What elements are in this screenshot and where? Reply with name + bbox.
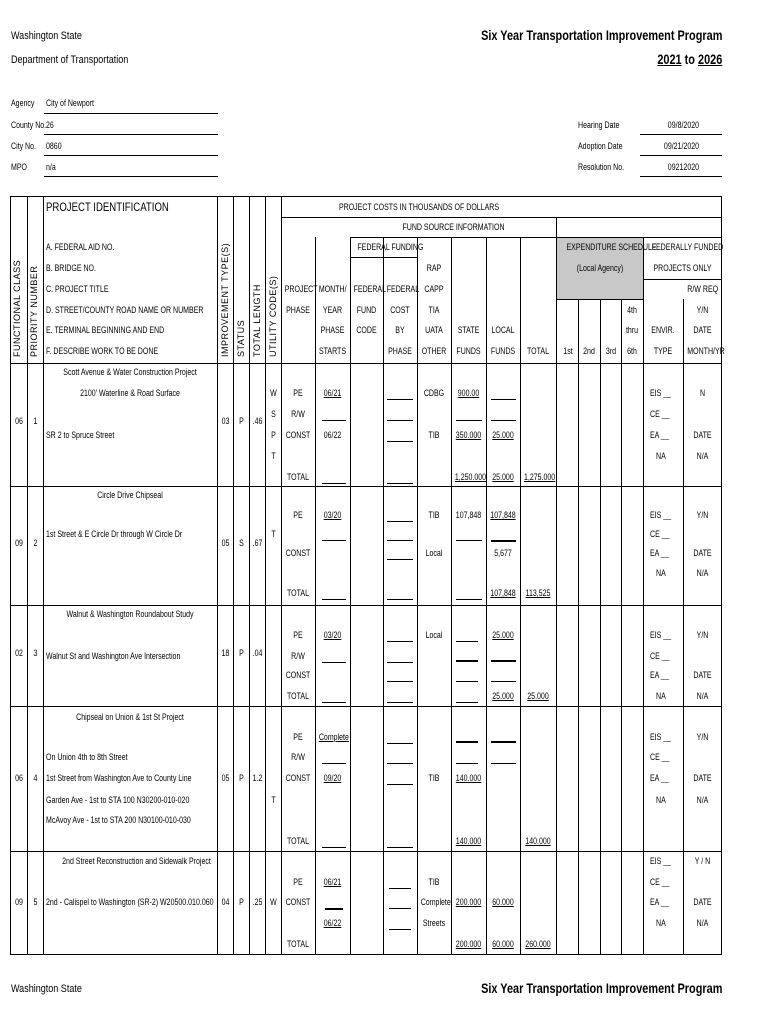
p2-local-3: 5,677 — [494, 548, 512, 558]
envir-h1: ENVIR. — [651, 325, 675, 335]
p2-state-1: 107,848 — [455, 510, 482, 520]
fed-cost-h1: FEDERAL — [386, 284, 420, 294]
project-phase-h1: PROJECT — [284, 284, 318, 294]
p3-local-1: 25.000 — [492, 630, 514, 640]
p2-imp: 05 — [221, 538, 230, 548]
p5-other-1: TIB — [428, 877, 440, 887]
p2-env-ea: EA __ — [650, 548, 669, 558]
p5-env-ea: EA __ — [650, 897, 669, 907]
p3-other-1: Local — [425, 630, 443, 640]
id-line-f: F. DESCRIBE WORK TO BE DONE — [46, 346, 159, 356]
p5-imp: 04 — [221, 897, 230, 907]
p2-rw-date: DATE — [693, 548, 712, 558]
exp-2nd: 2nd — [583, 346, 595, 356]
p4-env-ea: EA __ — [650, 773, 669, 783]
p5-phase-const: CONST — [285, 897, 311, 907]
p3-desc-1: Walnut St and Washington Ave Intersection — [46, 651, 181, 661]
p5-state-1: 200.000 — [455, 897, 482, 907]
priority-number-header: PRIORITY NUMBER — [29, 265, 39, 357]
p4-total-state: 140.000 — [455, 836, 482, 846]
p2-length: .67 — [252, 538, 263, 548]
p2-desc-1: 1st Street & E Circle Dr through W Circle Dr — [46, 529, 183, 539]
p2-total-local: 107,848 — [490, 588, 516, 598]
p5-local-1: 60.000 — [492, 897, 514, 907]
year-end: 2026 — [697, 51, 722, 67]
p1-util-p: P — [271, 430, 276, 440]
p3-rw-1: Y/N — [696, 630, 709, 640]
p1-env-ea: EA __ — [650, 430, 669, 440]
city-value: 0860 — [46, 141, 62, 151]
p2-rw-na: N/A — [696, 568, 709, 578]
date-h2: MONTH/YR — [687, 346, 725, 356]
other-h3: TIA — [428, 305, 440, 315]
federal-funding-header: FEDERAL FUNDING — [357, 242, 424, 252]
p1-env-na: NA — [656, 451, 666, 461]
exp-4th: 4th — [627, 305, 637, 315]
p4-env-eis: EIS __ — [650, 732, 672, 742]
p4-rw-na: N/A — [696, 795, 709, 805]
p5-month-const: 06/22 — [323, 918, 342, 928]
p4-env-na: NA — [656, 795, 666, 805]
p1-env-eis: EIS __ — [650, 388, 672, 398]
p5-env-eis: EIS __ — [650, 856, 672, 866]
p2-total-all: 113,525 — [525, 588, 551, 598]
year-from: 2021 — [657, 51, 682, 67]
fed-cost-h3: BY — [395, 325, 405, 335]
improvement-type-header: IMPROVEMENT TYPE(S) — [220, 242, 230, 357]
p1-phase-rw: R/W — [291, 409, 305, 419]
p2-rw-1: Y/N — [696, 510, 709, 520]
city-label: City No. — [11, 141, 36, 151]
exp-thru: thru — [625, 325, 639, 335]
p4-phase-pe: PE — [293, 732, 303, 742]
p1-title: Scott Avenue & Water Construction Project — [63, 367, 197, 377]
p5-rw-date: DATE — [693, 897, 712, 907]
p1-state-1: 900.00 — [457, 388, 480, 398]
p1-total-all: 1,275.000 — [523, 472, 556, 482]
hearing-label: Hearing Date — [578, 120, 620, 130]
total-header: TOTAL — [527, 346, 549, 356]
p3-phase-rw: R/W — [291, 651, 305, 661]
yn-header: Y/N — [696, 305, 709, 315]
adoption-label: Adoption Date — [578, 141, 623, 151]
header-state: Washington State — [11, 30, 82, 42]
county-label: County No. — [11, 120, 47, 130]
p4-state-3: 140.000 — [455, 773, 482, 783]
p4-length: 1.2 — [252, 773, 263, 783]
p5-fc: 09 — [15, 897, 23, 907]
p5-other-2: Complete — [420, 897, 451, 907]
p1-desc-3: SR 2 to Spruce Street — [46, 430, 115, 440]
month-year-h1: MONTH/ — [318, 284, 347, 294]
local-agency-header: (Local Agency) — [576, 263, 624, 273]
p3-rw-date: DATE — [693, 670, 712, 680]
p4-phase-rw: R/W — [291, 752, 305, 762]
p3-phase-pe: PE — [293, 630, 303, 640]
fed-cost-h2: COST — [390, 305, 410, 315]
p3-month-pe: 03/20 — [323, 630, 342, 640]
p2-env-ce: CE __ — [650, 529, 670, 539]
p4-other-3: TIB — [428, 773, 440, 783]
exp-1st: 1st — [563, 346, 573, 356]
p1-phase-const: CONST — [285, 430, 311, 440]
p2-fc: 09 — [15, 538, 23, 548]
id-line-a: A. FEDERAL AID NO. — [46, 242, 115, 252]
p1-month-const: 06/22 — [323, 430, 342, 440]
p2-util-t: T — [271, 529, 276, 539]
envir-h2: TYPE — [653, 346, 673, 356]
p5-title: 2nd Street Reconstruction and Sidewalk Project — [62, 856, 211, 866]
p1-rw-na: N/A — [696, 451, 709, 461]
p3-total-local: 25.000 — [492, 691, 514, 701]
p4-total-label: TOTAL — [287, 836, 309, 846]
p1-month-pe: 06/21 — [323, 388, 342, 398]
exp-6th: 6th — [627, 346, 637, 356]
other-h5: OTHER — [421, 346, 447, 356]
p1-util-s: S — [271, 409, 276, 419]
p3-env-ce: CE __ — [650, 651, 670, 661]
resolution-value: 09212020 — [667, 162, 699, 172]
p3-env-eis: EIS __ — [650, 630, 672, 640]
p2-title: Circle Drive Chipseal — [97, 490, 163, 500]
header-department: Department of Transportation — [11, 54, 129, 66]
header-program-title: Six Year Transportation Improvement Program — [480, 27, 722, 43]
p4-desc-4: McAvoy Ave - 1st to STA 200 N30100-010-030 — [46, 815, 191, 825]
p1-fc: 06 — [15, 416, 23, 426]
p4-rw-date: DATE — [693, 773, 712, 783]
p4-fc: 06 — [15, 773, 23, 783]
p1-status: P — [239, 416, 244, 426]
fed-fund-code-h1: FEDERAL — [353, 284, 387, 294]
p5-env-na: NA — [656, 918, 666, 928]
p2-env-eis: EIS __ — [650, 510, 672, 520]
p1-total-local: 25.000 — [492, 472, 514, 482]
p4-month-const: 09/20 — [323, 773, 342, 783]
p5-util-w: W — [270, 897, 277, 907]
agency-label: Agency — [11, 98, 35, 108]
p1-imp: 03 — [221, 416, 230, 426]
p2-month-pe: 03/20 — [323, 510, 342, 520]
p5-total-label: TOTAL — [287, 939, 309, 949]
p3-env-na: NA — [656, 691, 666, 701]
p4-total-all: 140.000 — [525, 836, 551, 846]
p3-total-label: TOTAL — [287, 691, 309, 701]
p1-state-3: 350.000 — [455, 430, 482, 440]
p3-phase-const: CONST — [285, 670, 311, 680]
p1-util-w: W — [270, 388, 277, 398]
p4-status: P — [239, 773, 244, 783]
projects-only-header: PROJECTS ONLY — [653, 263, 712, 273]
date-h1: DATE — [693, 325, 712, 335]
p1-other-1: CDBG — [423, 388, 445, 398]
local-funds-h2: FUNDS — [490, 346, 516, 356]
state-funds-h1: STATE — [457, 325, 480, 335]
p4-env-ce: CE __ — [650, 752, 670, 762]
mpo-label: MPO — [11, 162, 28, 172]
other-h1: RAP — [426, 263, 442, 273]
p3-imp: 18 — [221, 648, 230, 658]
p4-phase-const: CONST — [285, 773, 311, 783]
id-line-b: B. BRIDGE NO. — [46, 263, 96, 273]
project-identification-header: PROJECT IDENTIFICATION — [46, 200, 169, 214]
state-funds-h2: FUNDS — [456, 346, 481, 356]
p1-total-label: TOTAL — [287, 472, 309, 482]
p1-local-3: 25.000 — [492, 430, 514, 440]
p4-title: Chipseal on Union & 1st St Project — [76, 712, 184, 722]
p5-status: P — [239, 897, 244, 907]
p1-length: .46 — [252, 416, 263, 426]
p2-env-na: NA — [656, 568, 666, 578]
p5-total-all: 260.000 — [525, 939, 551, 949]
p5-env-ce: CE __ — [650, 877, 670, 887]
mpo-value: n/a — [46, 162, 56, 172]
p3-rw-na: N/A — [696, 691, 709, 701]
p2-total-label: TOTAL — [287, 588, 309, 598]
p1-total-state: 1,250.000 — [454, 472, 487, 482]
project-phase-h2: PHASE — [286, 305, 310, 315]
p4-rw-1: Y/N — [696, 732, 709, 742]
month-year-h4: STARTS — [318, 346, 347, 356]
rw-req-header: R/W REQ — [687, 284, 719, 294]
p4-month-pe: Complete — [318, 732, 349, 742]
footer-program-title: Six Year Transportation Improvement Program — [480, 980, 722, 996]
p1-desc-1: 2100' Waterline & Road Surface — [80, 388, 180, 398]
month-year-h2: YEAR — [322, 305, 343, 315]
fed-fund-code-h2: FUND — [356, 305, 377, 315]
p5-length: .25 — [252, 897, 263, 907]
id-line-d: D. STREET/COUNTY ROAD NAME OR NUMBER — [46, 305, 204, 315]
hearing-value: 09/8/2020 — [667, 120, 699, 130]
id-line-c: C. PROJECT TITLE — [46, 284, 109, 294]
footer-state: Washington State — [11, 983, 82, 995]
p5-total-state: 200.000 — [455, 939, 482, 949]
p2-other-3: Local — [425, 548, 443, 558]
p4-util-t: T — [271, 795, 276, 805]
p1-phase-pe: PE — [293, 388, 303, 398]
utility-codes-header: UTILITY CODE(S) — [268, 275, 278, 357]
other-h4: UATA — [425, 325, 443, 335]
p1-rw-1: N — [699, 388, 706, 398]
p3-env-ea: EA __ — [650, 670, 669, 680]
p1-env-ce: CE __ — [650, 409, 670, 419]
fed-fund-code-h3: CODE — [356, 325, 377, 335]
p3-pn: 3 — [33, 648, 38, 658]
functional-class-header: FUNCTIONAL CLASS — [12, 259, 22, 357]
month-year-h3: PHASE — [320, 325, 345, 335]
p5-phase-pe: PE — [293, 877, 303, 887]
p5-other-3: Streets — [422, 918, 446, 928]
p3-total-all: 25.000 — [527, 691, 549, 701]
p4-desc-3: Garden Ave - 1st to STA 100 N30200-010-020 — [46, 795, 190, 805]
p5-rw-1: Y / N — [694, 856, 711, 866]
p5-rw-na: N/A — [696, 918, 709, 928]
p1-rw-date: DATE — [693, 430, 712, 440]
p2-status: S — [239, 538, 244, 548]
p5-month-pe: 06/21 — [323, 877, 342, 887]
p3-status: P — [239, 648, 244, 658]
p1-util-t: T — [271, 451, 276, 461]
county-value: 26 — [46, 120, 54, 130]
total-length-header: TOTAL LENGTH — [252, 284, 262, 357]
p2-other-1: TIB — [428, 510, 440, 520]
expenditure-schedule-header: EXPENDITURE SCHEDULE — [566, 242, 657, 252]
p1-other-3: TIB — [428, 430, 440, 440]
p5-pn: 5 — [33, 897, 38, 907]
p1-pn: 1 — [33, 416, 38, 426]
p3-length: .04 — [252, 648, 263, 658]
p4-desc-1: On Union 4th to 8th Street — [46, 752, 128, 762]
local-funds-h1: LOCAL — [491, 325, 515, 335]
agency-value: City of Newport — [46, 98, 94, 108]
p5-desc-1: 2nd - Calispel to Washington (SR-2) W20500.010.060 — [46, 897, 214, 907]
exp-3rd: 3rd — [605, 346, 617, 356]
id-line-e: E. TERMINAL BEGINNING AND END — [46, 325, 165, 335]
p4-pn: 4 — [33, 773, 38, 783]
p2-local-1: 107,848 — [490, 510, 516, 520]
fed-cost-h4: PHASE — [388, 346, 412, 356]
status-header: STATUS — [236, 319, 246, 357]
p2-pn: 2 — [33, 538, 38, 548]
project-costs-header: PROJECT COSTS IN THOUSANDS OF DOLLARS — [338, 202, 500, 212]
year-to-word: to — [684, 51, 695, 67]
p2-phase-const: CONST — [285, 548, 311, 558]
adoption-value: 09/21/2020 — [663, 141, 699, 151]
p4-imp: 05 — [221, 773, 230, 783]
resolution-label: Resolution No. — [578, 162, 625, 172]
p4-desc-2: 1st Street from Washington Ave to County Line — [46, 773, 192, 783]
fed-funded-header: FEDERALLY FUNDED — [651, 242, 724, 252]
p3-title: Walnut & Washington Roundabout Study — [66, 609, 194, 619]
p3-fc: 02 — [15, 648, 23, 658]
fund-source-header: FUND SOURCE INFORMATION — [402, 222, 505, 232]
p5-total-local: 60.000 — [492, 939, 514, 949]
p2-phase-pe: PE — [293, 510, 303, 520]
other-h2: CAPP — [424, 284, 444, 294]
